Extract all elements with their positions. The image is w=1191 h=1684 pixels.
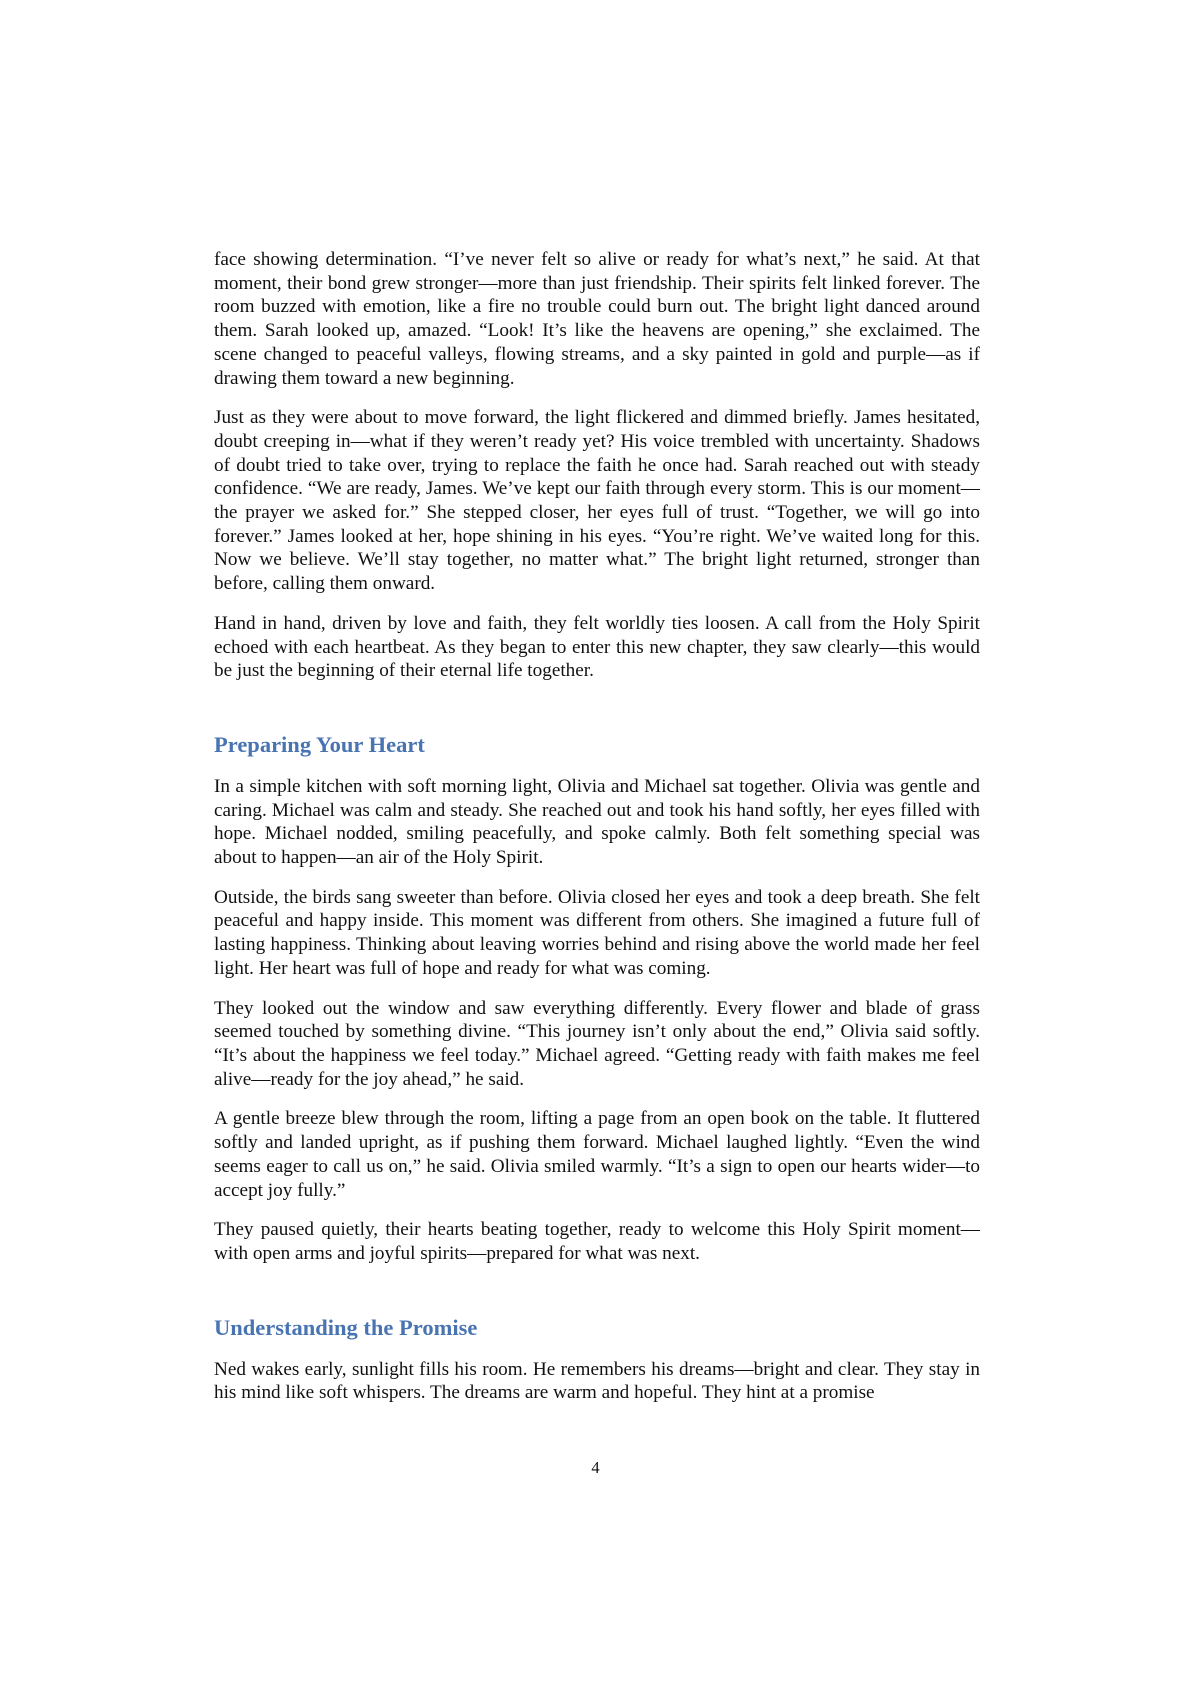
paragraph: face showing determination. “I’ve never felt so alive or ready for what’s next,” he said. At that moment, their bond grew stronger—more than just friendship. Their spirits felt linked forever. The room buzzed with emotion, like a fire no trouble could burn out. The bright light danced around them. Sarah looked up, amazed. “Look! It’s like the heavens are opening,” she exclaimed. The scene changed to peaceful valleys, flowing streams, and a sky painted in gold and purple—as if drawing them toward a new beginning. xyxy=(214,249,980,389)
paragraph: Ned wakes early, sunlight fills his room. He remembers his dreams—bright and clear. They stay in his mind like soft whispers. The dreams are warm and hopeful. They hint at a promise xyxy=(214,1358,980,1404)
paragraph: In a simple kitchen with soft morning light, Olivia and Michael sat together. Olivia was gentle and caring. Michael was calm and steady. She reached out and took his hand softly, her eyes filled with hope. Michael nodded, smiling peacefully, and spoke calmly. Both felt something special was about to happen—an air of the Holy Spirit. xyxy=(214,775,980,869)
page-body xyxy=(214,248,980,1421)
paragraph: Just as they were about to move forward, the light flickered and dimmed briefly. James hesitated, doubt creeping in—what if they weren’t ready yet? His voice trembled with uncertainty. Shadows of doubt tried to take over, trying to replace the faith he once had. Sarah reached out with steady confidence. “We are ready, James. We’ve kept our faith through every storm. This is our moment—the prayer we asked for.” She stepped closer, her eyes full of trust. “Together, we will go into forever.” James looked at her, hope shining in his eyes. “You’re right. We’ve waited long for this. Now we believe. We’ll stay together, no matter what.” The bright light returned, stronger than before, calling them onward. xyxy=(214,407,980,595)
page-number: 4 xyxy=(591,1458,600,1477)
section-heading: Understanding the Promise xyxy=(214,1314,478,1340)
paragraph: They looked out the window and saw everything differently. Every flower and blade of grass seemed touched by something divine. “This journey isn’t only about the end,” Olivia said softly. “It’s about the happiness we feel today.” Michael agreed. “Getting ready with faith makes me feel alive—ready for the joy ahead,” he said. xyxy=(214,997,980,1090)
paragraph: Outside, the birds sang sweeter than before. Olivia closed her eyes and took a deep breath. She felt peaceful and happy inside. This moment was different from others. She imagined a future full of lasting happiness. Thinking about leaving worries behind and rising above the world made her feel light. Her heart was full of hope and ready for what was coming. xyxy=(214,886,980,979)
paragraph: Hand in hand, driven by love and faith, they felt worldly ties loosen. A call from the Holy Spirit echoed with each heartbeat. As they began to enter this new chapter, they saw clearly—this would be just the beginning of their eternal life together. xyxy=(214,612,980,682)
section-heading: Preparing Your Heart xyxy=(214,731,425,757)
paragraph: They paused quietly, their hearts beating together, ready to welcome this Holy Spirit moment—with open arms and joyful spirits—prepared for what was next. xyxy=(214,1219,980,1264)
paragraph: A gentle breeze blew through the room, lifting a page from an open book on the table. It fluttered softly and landed upright, as if pushing them forward. Michael laughed lightly. “Even the wind seems eager to call us on,” he said. Olivia smiled warmly. “It’s a sign to open our hearts wider—to accept joy fully.” xyxy=(214,1108,980,1201)
